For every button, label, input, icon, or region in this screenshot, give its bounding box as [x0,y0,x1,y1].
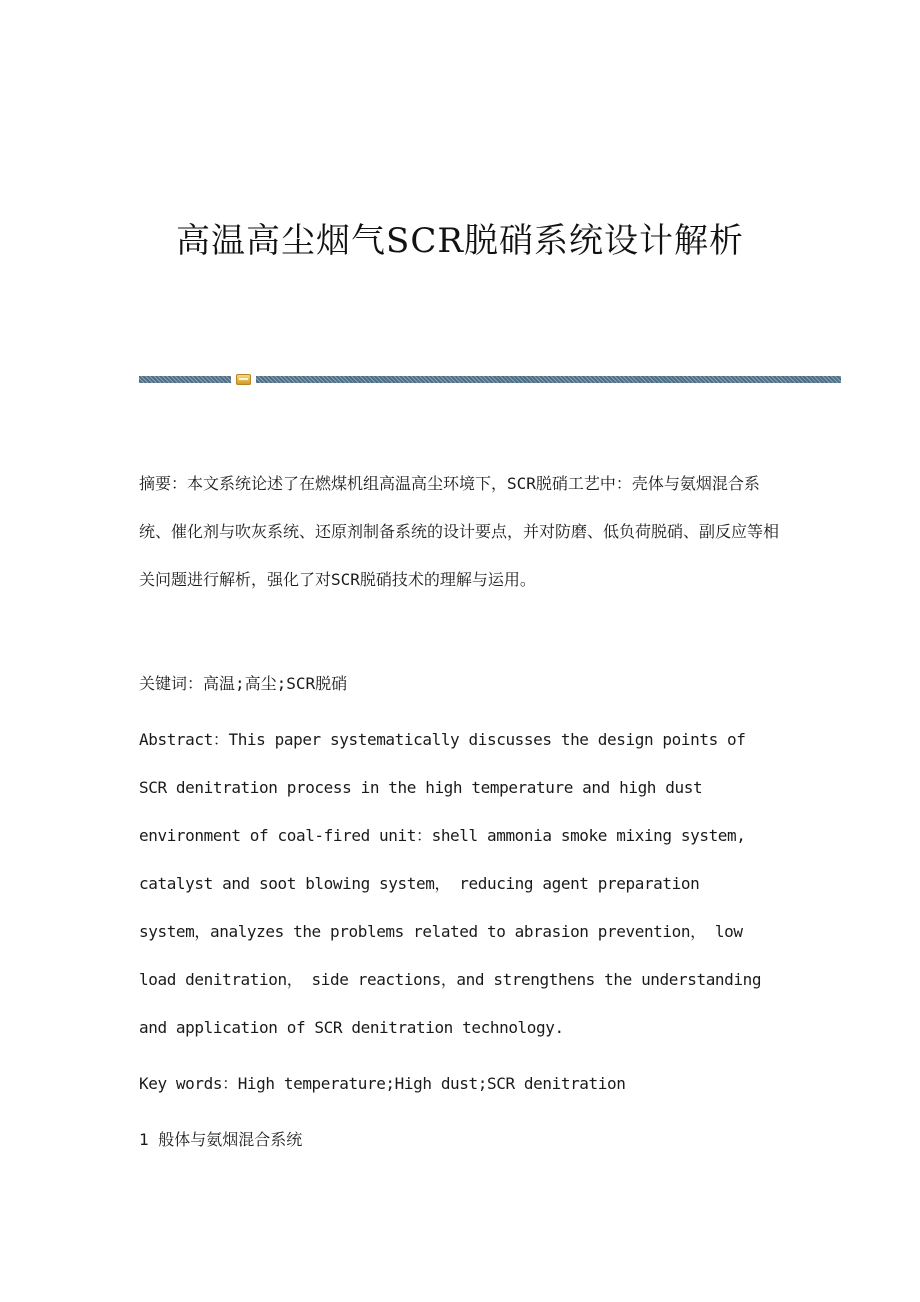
document-title: 高温高尘烟气SCR脱硝系统设计解析 [176,221,744,261]
abstract-english: Abstract：This paper systematically discusses the design points of SCR denitration process in the high temperature and high dust environment of coal-fired unit：shell ammonia smoke mixing system, catalyst and soot blowing system， reducing agent preparation system，analyzes the problems related to abrasion prevention， low load denitration， side reactions，and strengthens the understanding and application of SCR denitration technology. [139,730,762,1037]
keywords-english: Key words：High temperature;High dust;SCR denitration [139,1074,626,1093]
section-1-heading: 1 般体与氨烟混合系统 [139,1130,303,1149]
abstract-chinese: 摘要：本文系统论述了在燃煤机组高温高尘环境下，SCR脱硝工艺中：壳体与氨烟混合系统、催化剂与吹灰系统、还原剂制备系统的设计要点，并对防磨、低负荷脱硝、副反应等相关问题进行解析，强化了对SCR脱硝技术的理解与运用。 [139,474,780,589]
divider-right-segment [256,376,841,383]
title-divider [139,374,841,385]
keywords-chinese: 关键词：高温;高尘;SCR脱硝 [139,674,348,693]
divider-left-segment [139,376,231,383]
divider-ornament-icon [236,374,251,385]
